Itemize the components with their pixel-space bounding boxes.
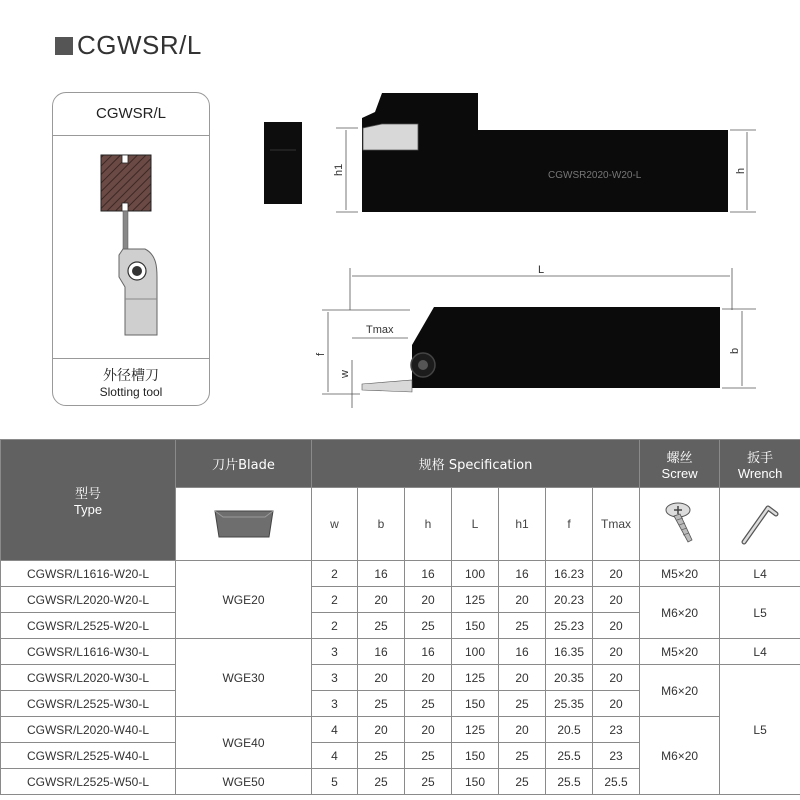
- h-cell: 16: [405, 561, 452, 587]
- b-cell: 25: [358, 769, 405, 795]
- tool-body-side: [362, 93, 728, 212]
- table-row: [1, 665, 800, 691]
- type-cell: CGWSR/L2525-W30-L: [1, 691, 176, 717]
- tmax-cell: 20: [593, 613, 640, 639]
- type-cell: CGWSR/L2525-W40-L: [1, 743, 176, 769]
- w-cell: 4: [312, 717, 358, 743]
- L-cell: 125: [452, 717, 499, 743]
- col-f: f: [546, 488, 593, 561]
- b-cell: 20: [358, 665, 405, 691]
- screw-cell: M6×20: [640, 665, 720, 717]
- wrench-cell: L5: [720, 665, 800, 795]
- type-header-en: Type: [73, 502, 103, 517]
- blade-header: 刀片Blade: [176, 440, 312, 488]
- h-cell: 20: [405, 665, 452, 691]
- caption-cn: 外径槽刀: [103, 368, 159, 384]
- dim-L: L: [538, 264, 545, 276]
- b-cell: 20: [358, 717, 405, 743]
- h1-cell: 20: [499, 665, 546, 691]
- type-header-cn: 型号: [74, 487, 101, 502]
- tmax-cell: 20: [593, 561, 640, 587]
- title-text: CGWSR/L: [77, 30, 202, 60]
- blade-cell: WGE20: [176, 561, 312, 639]
- dim-f: f: [315, 352, 327, 356]
- tmax-cell: 20: [593, 639, 640, 665]
- card-title: CGWSR/L: [53, 93, 209, 136]
- type-cell: CGWSR/L1616-W20-L: [1, 561, 176, 587]
- w-cell: 4: [312, 743, 358, 769]
- w-cell: 2: [312, 561, 358, 587]
- h-cell: 25: [405, 613, 452, 639]
- w-cell: 2: [312, 587, 358, 613]
- h-cell: 25: [405, 691, 452, 717]
- col-h: h: [405, 488, 452, 561]
- b-cell: 16: [358, 561, 405, 587]
- b-cell: 25: [358, 613, 405, 639]
- tmax-cell: 20: [593, 587, 640, 613]
- screw-header-en: Screw: [661, 465, 698, 481]
- table-row: [1, 639, 800, 665]
- dim-h: h: [735, 167, 747, 174]
- w-cell: 5: [312, 769, 358, 795]
- f-cell: 25.5: [546, 769, 593, 795]
- torx-screw-icon: [660, 498, 700, 548]
- h1-cell: 16: [499, 561, 546, 587]
- w-cell: 3: [312, 665, 358, 691]
- screw-image-cell: [640, 488, 720, 561]
- col-h1: h1: [499, 488, 546, 561]
- type-header: [1, 440, 176, 561]
- screw-cell: M6×20: [640, 717, 720, 795]
- blade-insert-shape: [264, 122, 302, 204]
- tmax-cell: 23: [593, 743, 640, 769]
- h1-cell: 20: [499, 717, 546, 743]
- tmax-cell: 25.5: [593, 769, 640, 795]
- col-Tmax: Tmax: [593, 488, 640, 561]
- h1-cell: 25: [499, 743, 546, 769]
- dim-Tmax: Tmax: [366, 324, 394, 336]
- caption-en: Slotting tool: [99, 385, 163, 399]
- w-cell: 3: [312, 639, 358, 665]
- table-row: [1, 587, 800, 613]
- f-cell: 25.5: [546, 743, 593, 769]
- type-cell: CGWSR/L2525-W50-L: [1, 769, 176, 795]
- w-cell: 2: [312, 613, 358, 639]
- b-cell: 25: [358, 743, 405, 769]
- spec-header: 规格 Specification: [312, 440, 640, 488]
- h1-cell: 25: [499, 613, 546, 639]
- h-cell: 20: [405, 717, 452, 743]
- blade-image-cell: [176, 488, 312, 561]
- L-cell: 125: [452, 665, 499, 691]
- col-w: w: [312, 488, 358, 561]
- h1-cell: 25: [499, 691, 546, 717]
- L-cell: 150: [452, 613, 499, 639]
- w-cell: 3: [312, 691, 358, 717]
- wrench-header-en: Wrench: [737, 465, 783, 481]
- tool-body-top: [412, 307, 720, 388]
- wrench-header-cn: 扳手: [747, 450, 774, 466]
- b-cell: 20: [358, 587, 405, 613]
- f-cell: 25.35: [546, 691, 593, 717]
- wrench-cell: L4: [720, 561, 800, 587]
- wrench-image-cell: [720, 488, 800, 561]
- f-cell: 16.23: [546, 561, 593, 587]
- col-b: b: [358, 488, 405, 561]
- screw-cell: M5×20: [640, 639, 720, 665]
- blade-insert-icon: [209, 503, 279, 543]
- type-cell: CGWSR/L2525-W20-L: [1, 613, 176, 639]
- wrench-cell: L5: [720, 587, 800, 639]
- tmax-cell: 23: [593, 717, 640, 743]
- table-row: [1, 561, 800, 587]
- b-cell: 16: [358, 639, 405, 665]
- type-cell: CGWSR/L2020-W20-L: [1, 587, 176, 613]
- f-cell: 16.35: [546, 639, 593, 665]
- h-cell: 16: [405, 639, 452, 665]
- L-cell: 100: [452, 561, 499, 587]
- f-cell: 20.23: [546, 587, 593, 613]
- h-cell: 25: [405, 743, 452, 769]
- type-cell: CGWSR/L1616-W30-L: [1, 639, 176, 665]
- l-wrench-icon: [738, 498, 782, 548]
- spec-table: [0, 439, 800, 795]
- h1-cell: 25: [499, 769, 546, 795]
- wrench-header: [720, 440, 800, 488]
- b-cell: 25: [358, 691, 405, 717]
- dim-b: b: [729, 347, 741, 354]
- screw-header: [640, 440, 720, 488]
- type-cell: CGWSR/L2020-W40-L: [1, 717, 176, 743]
- h1-cell: 20: [499, 587, 546, 613]
- f-cell: 25.23: [546, 613, 593, 639]
- dim-w: w: [339, 370, 351, 378]
- f-cell: 20.35: [546, 665, 593, 691]
- blade-cell: WGE50: [176, 769, 312, 795]
- part-label: CGWSR2020-W20-L: [548, 170, 642, 181]
- L-cell: 150: [452, 769, 499, 795]
- screw-cell: M5×20: [640, 561, 720, 587]
- screw-header-cn: 螺丝: [666, 450, 693, 466]
- h-cell: 20: [405, 587, 452, 613]
- L-cell: 150: [452, 743, 499, 769]
- h1-cell: 16: [499, 639, 546, 665]
- wrench-cell: L4: [720, 639, 800, 665]
- blade-cell: WGE30: [176, 639, 312, 717]
- table-row: [1, 717, 800, 743]
- type-cell: CGWSR/L2020-W30-L: [1, 665, 176, 691]
- tmax-cell: 20: [593, 665, 640, 691]
- dim-h1: h1: [333, 163, 345, 176]
- h-cell: 25: [405, 769, 452, 795]
- L-cell: 100: [452, 639, 499, 665]
- tmax-cell: 20: [593, 691, 640, 717]
- f-cell: 20.5: [546, 717, 593, 743]
- screw-cell: M6×20: [640, 587, 720, 639]
- blade-cell: WGE40: [176, 717, 312, 769]
- L-cell: 150: [452, 691, 499, 717]
- col-L: L: [452, 488, 499, 561]
- L-cell: 125: [452, 587, 499, 613]
